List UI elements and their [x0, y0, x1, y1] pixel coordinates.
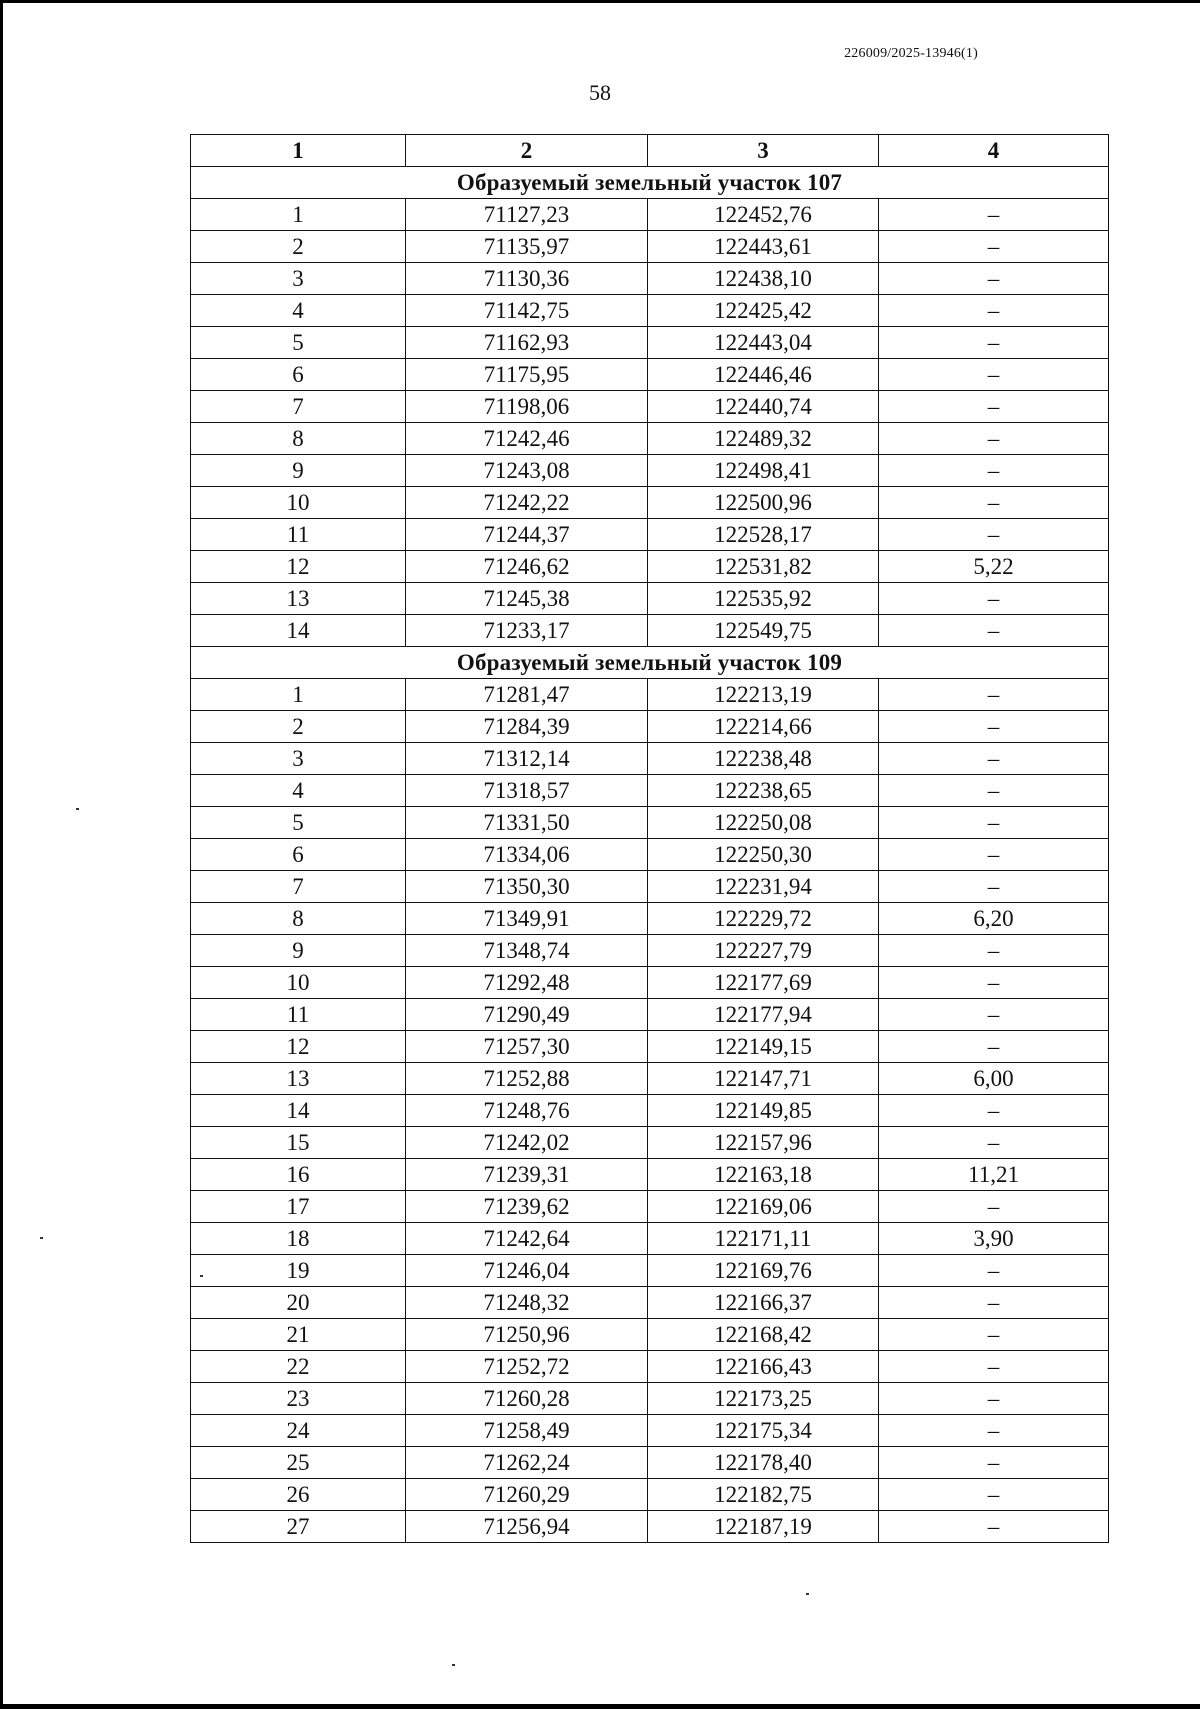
- point-number-cell: 2: [191, 711, 406, 743]
- point-number-cell: 13: [191, 583, 406, 615]
- x-coordinate-cell: 71257,30: [406, 1031, 648, 1063]
- y-coordinate-cell: 122229,72: [648, 903, 879, 935]
- x-coordinate-cell: 71242,02: [406, 1127, 648, 1159]
- point-number-cell: 7: [191, 391, 406, 423]
- x-coordinate-cell: 71256,94: [406, 1511, 648, 1543]
- column-header: 2: [406, 135, 648, 167]
- value-cell: –: [879, 1095, 1109, 1127]
- x-coordinate-cell: 71348,74: [406, 935, 648, 967]
- table-row: [191, 679, 1109, 711]
- y-coordinate-cell: 122177,69: [648, 967, 879, 999]
- table-row: [191, 1319, 1109, 1351]
- value-cell: –: [879, 743, 1109, 775]
- y-coordinate-cell: 122149,85: [648, 1095, 879, 1127]
- table-header-row: [191, 135, 1109, 167]
- point-number-cell: 8: [191, 903, 406, 935]
- page-border-left: [0, 0, 3, 1709]
- y-coordinate-cell: 122425,42: [648, 295, 879, 327]
- point-number-cell: 13: [191, 1063, 406, 1095]
- x-coordinate-cell: 71281,47: [406, 679, 648, 711]
- y-coordinate-cell: 122238,65: [648, 775, 879, 807]
- value-cell: –: [879, 423, 1109, 455]
- x-coordinate-cell: 71233,17: [406, 615, 648, 647]
- value-cell: 5,22: [879, 551, 1109, 583]
- value-cell: –: [879, 711, 1109, 743]
- value-cell: –: [879, 807, 1109, 839]
- y-coordinate-cell: 122213,19: [648, 679, 879, 711]
- point-number-cell: 14: [191, 615, 406, 647]
- y-coordinate-cell: 122171,11: [648, 1223, 879, 1255]
- page-border-bottom: [0, 1704, 1200, 1709]
- x-coordinate-cell: 71248,76: [406, 1095, 648, 1127]
- point-number-cell: 23: [191, 1383, 406, 1415]
- y-coordinate-cell: 122214,66: [648, 711, 879, 743]
- value-cell: –: [879, 391, 1109, 423]
- value-cell: –: [879, 487, 1109, 519]
- value-cell: –: [879, 775, 1109, 807]
- point-number-cell: 20: [191, 1287, 406, 1319]
- y-coordinate-cell: 122157,96: [648, 1127, 879, 1159]
- x-coordinate-cell: 71290,49: [406, 999, 648, 1031]
- x-coordinate-cell: 71130,36: [406, 263, 648, 295]
- value-cell: –: [879, 455, 1109, 487]
- x-coordinate-cell: 71250,96: [406, 1319, 648, 1351]
- table-row: [191, 519, 1109, 551]
- point-number-cell: 22: [191, 1351, 406, 1383]
- y-coordinate-cell: 122147,71: [648, 1063, 879, 1095]
- point-number-cell: 12: [191, 551, 406, 583]
- value-cell: –: [879, 679, 1109, 711]
- x-coordinate-cell: 71242,22: [406, 487, 648, 519]
- scan-speck: [452, 1664, 455, 1666]
- coordinates-table: [190, 134, 1109, 1543]
- table-row: [191, 423, 1109, 455]
- y-coordinate-cell: 122231,94: [648, 871, 879, 903]
- value-cell: –: [879, 1351, 1109, 1383]
- table-row: [191, 1063, 1109, 1095]
- value-cell: 3,90: [879, 1223, 1109, 1255]
- point-number-cell: 19: [191, 1255, 406, 1287]
- point-number-cell: 9: [191, 935, 406, 967]
- value-cell: –: [879, 935, 1109, 967]
- y-coordinate-cell: 122149,15: [648, 1031, 879, 1063]
- value-cell: –: [879, 295, 1109, 327]
- y-coordinate-cell: 122163,18: [648, 1159, 879, 1191]
- document-reference: 226009/2025-13946(1): [844, 46, 978, 61]
- table-row: [191, 871, 1109, 903]
- point-number-cell: 14: [191, 1095, 406, 1127]
- x-coordinate-cell: 71198,06: [406, 391, 648, 423]
- value-cell: –: [879, 1287, 1109, 1319]
- x-coordinate-cell: 71242,64: [406, 1223, 648, 1255]
- value-cell: –: [879, 1479, 1109, 1511]
- column-header: 3: [648, 135, 879, 167]
- x-coordinate-cell: 71244,37: [406, 519, 648, 551]
- table-body: [191, 167, 1109, 1543]
- value-cell: –: [879, 1447, 1109, 1479]
- x-coordinate-cell: 71246,62: [406, 551, 648, 583]
- point-number-cell: 3: [191, 743, 406, 775]
- table-row: [191, 935, 1109, 967]
- scan-speck: [200, 1275, 203, 1277]
- table-row: [191, 1095, 1109, 1127]
- value-cell: –: [879, 1511, 1109, 1543]
- table-row: [191, 455, 1109, 487]
- x-coordinate-cell: 71331,50: [406, 807, 648, 839]
- table-row: [191, 391, 1109, 423]
- x-coordinate-cell: 71248,32: [406, 1287, 648, 1319]
- table-row: [191, 743, 1109, 775]
- point-number-cell: 5: [191, 807, 406, 839]
- x-coordinate-cell: 71252,88: [406, 1063, 648, 1095]
- value-cell: –: [879, 1319, 1109, 1351]
- point-number-cell: 9: [191, 455, 406, 487]
- y-coordinate-cell: 122169,76: [648, 1255, 879, 1287]
- table-row: [191, 231, 1109, 263]
- value-cell: –: [879, 327, 1109, 359]
- table-row: [191, 1255, 1109, 1287]
- table-row: [191, 1223, 1109, 1255]
- y-coordinate-cell: 122182,75: [648, 1479, 879, 1511]
- table-row: [191, 551, 1109, 583]
- y-coordinate-cell: 122178,40: [648, 1447, 879, 1479]
- table-row: [191, 903, 1109, 935]
- value-cell: –: [879, 967, 1109, 999]
- point-number-cell: 10: [191, 487, 406, 519]
- point-number-cell: 10: [191, 967, 406, 999]
- y-coordinate-cell: 122250,30: [648, 839, 879, 871]
- x-coordinate-cell: 71239,31: [406, 1159, 648, 1191]
- point-number-cell: 26: [191, 1479, 406, 1511]
- table-row: [191, 295, 1109, 327]
- point-number-cell: 2: [191, 231, 406, 263]
- table-row: [191, 1383, 1109, 1415]
- y-coordinate-cell: 122549,75: [648, 615, 879, 647]
- x-coordinate-cell: 71245,38: [406, 583, 648, 615]
- x-coordinate-cell: 71312,14: [406, 743, 648, 775]
- y-coordinate-cell: 122443,04: [648, 327, 879, 359]
- value-cell: –: [879, 1031, 1109, 1063]
- point-number-cell: 11: [191, 999, 406, 1031]
- x-coordinate-cell: 71135,97: [406, 231, 648, 263]
- point-number-cell: 24: [191, 1415, 406, 1447]
- point-number-cell: 15: [191, 1127, 406, 1159]
- value-cell: –: [879, 583, 1109, 615]
- page-border-top: [0, 0, 1200, 3]
- y-coordinate-cell: 122168,42: [648, 1319, 879, 1351]
- point-number-cell: 25: [191, 1447, 406, 1479]
- column-header: 1: [191, 135, 406, 167]
- x-coordinate-cell: 71284,39: [406, 711, 648, 743]
- point-number-cell: 16: [191, 1159, 406, 1191]
- x-coordinate-cell: 71252,72: [406, 1351, 648, 1383]
- x-coordinate-cell: 71350,30: [406, 871, 648, 903]
- table-row: [191, 1511, 1109, 1543]
- value-cell: –: [879, 1255, 1109, 1287]
- y-coordinate-cell: 122446,46: [648, 359, 879, 391]
- point-number-cell: 4: [191, 295, 406, 327]
- point-number-cell: 8: [191, 423, 406, 455]
- table-row: [191, 1351, 1109, 1383]
- table-row: [191, 1287, 1109, 1319]
- y-coordinate-cell: 122250,08: [648, 807, 879, 839]
- value-cell: –: [879, 1191, 1109, 1223]
- table-row: [191, 807, 1109, 839]
- value-cell: 6,20: [879, 903, 1109, 935]
- y-coordinate-cell: 122238,48: [648, 743, 879, 775]
- table-row: [191, 199, 1109, 231]
- x-coordinate-cell: 71142,75: [406, 295, 648, 327]
- scan-speck: [76, 808, 79, 810]
- table-row: [191, 1031, 1109, 1063]
- y-coordinate-cell: 122535,92: [648, 583, 879, 615]
- value-cell: –: [879, 1127, 1109, 1159]
- value-cell: –: [879, 999, 1109, 1031]
- x-coordinate-cell: 71175,95: [406, 359, 648, 391]
- point-number-cell: 7: [191, 871, 406, 903]
- table-row: [191, 999, 1109, 1031]
- point-number-cell: 17: [191, 1191, 406, 1223]
- value-cell: –: [879, 199, 1109, 231]
- value-cell: –: [879, 1383, 1109, 1415]
- point-number-cell: 3: [191, 263, 406, 295]
- table-row: [191, 967, 1109, 999]
- value-cell: –: [879, 1415, 1109, 1447]
- table-row: [191, 487, 1109, 519]
- x-coordinate-cell: 71258,49: [406, 1415, 648, 1447]
- point-number-cell: 1: [191, 679, 406, 711]
- x-coordinate-cell: 71349,91: [406, 903, 648, 935]
- point-number-cell: 6: [191, 839, 406, 871]
- table-row: [191, 1415, 1109, 1447]
- x-coordinate-cell: 71334,06: [406, 839, 648, 871]
- table-row: [191, 615, 1109, 647]
- x-coordinate-cell: 71242,46: [406, 423, 648, 455]
- point-number-cell: 4: [191, 775, 406, 807]
- x-coordinate-cell: 71292,48: [406, 967, 648, 999]
- table-row: [191, 775, 1109, 807]
- table-row: [191, 1191, 1109, 1223]
- value-cell: –: [879, 231, 1109, 263]
- section-title-row: [191, 647, 1109, 679]
- y-coordinate-cell: 122187,19: [648, 1511, 879, 1543]
- table-row: [191, 1447, 1109, 1479]
- value-cell: 11,21: [879, 1159, 1109, 1191]
- point-number-cell: 5: [191, 327, 406, 359]
- point-number-cell: 1: [191, 199, 406, 231]
- table-row: [191, 711, 1109, 743]
- y-coordinate-cell: 122166,37: [648, 1287, 879, 1319]
- y-coordinate-cell: 122227,79: [648, 935, 879, 967]
- point-number-cell: 21: [191, 1319, 406, 1351]
- column-header: 4: [879, 135, 1109, 167]
- x-coordinate-cell: 71162,93: [406, 327, 648, 359]
- y-coordinate-cell: 122175,34: [648, 1415, 879, 1447]
- table-row: [191, 839, 1109, 871]
- y-coordinate-cell: 122438,10: [648, 263, 879, 295]
- x-coordinate-cell: 71243,08: [406, 455, 648, 487]
- point-number-cell: 18: [191, 1223, 406, 1255]
- table-row: [191, 1479, 1109, 1511]
- table-row: [191, 1159, 1109, 1191]
- x-coordinate-cell: 71246,04: [406, 1255, 648, 1287]
- x-coordinate-cell: 71239,62: [406, 1191, 648, 1223]
- scan-speck: [806, 1593, 809, 1595]
- table-row: [191, 1127, 1109, 1159]
- x-coordinate-cell: 71262,24: [406, 1447, 648, 1479]
- value-cell: –: [879, 519, 1109, 551]
- y-coordinate-cell: 122440,74: [648, 391, 879, 423]
- point-number-cell: 27: [191, 1511, 406, 1543]
- x-coordinate-cell: 71318,57: [406, 775, 648, 807]
- section-title-row: [191, 167, 1109, 199]
- point-number-cell: 6: [191, 359, 406, 391]
- y-coordinate-cell: 122531,82: [648, 551, 879, 583]
- y-coordinate-cell: 122173,25: [648, 1383, 879, 1415]
- x-coordinate-cell: 71260,29: [406, 1479, 648, 1511]
- y-coordinate-cell: 122177,94: [648, 999, 879, 1031]
- value-cell: –: [879, 615, 1109, 647]
- point-number-cell: 11: [191, 519, 406, 551]
- table-row: [191, 263, 1109, 295]
- y-coordinate-cell: 122500,96: [648, 487, 879, 519]
- value-cell: –: [879, 839, 1109, 871]
- y-coordinate-cell: 122169,06: [648, 1191, 879, 1223]
- y-coordinate-cell: 122489,32: [648, 423, 879, 455]
- scan-speck: [40, 1237, 43, 1239]
- y-coordinate-cell: 122528,17: [648, 519, 879, 551]
- page-number: 58: [589, 80, 611, 105]
- table-row: [191, 359, 1109, 391]
- section-title: Образуемый земельный участок 109: [191, 647, 1109, 679]
- value-cell: 6,00: [879, 1063, 1109, 1095]
- value-cell: –: [879, 871, 1109, 903]
- point-number-cell: 12: [191, 1031, 406, 1063]
- value-cell: –: [879, 359, 1109, 391]
- x-coordinate-cell: 71260,28: [406, 1383, 648, 1415]
- y-coordinate-cell: 122166,43: [648, 1351, 879, 1383]
- x-coordinate-cell: 71127,23: [406, 199, 648, 231]
- table-row: [191, 583, 1109, 615]
- section-title: Образуемый земельный участок 107: [191, 167, 1109, 199]
- y-coordinate-cell: 122498,41: [648, 455, 879, 487]
- y-coordinate-cell: 122443,61: [648, 231, 879, 263]
- y-coordinate-cell: 122452,76: [648, 199, 879, 231]
- value-cell: –: [879, 263, 1109, 295]
- table-row: [191, 327, 1109, 359]
